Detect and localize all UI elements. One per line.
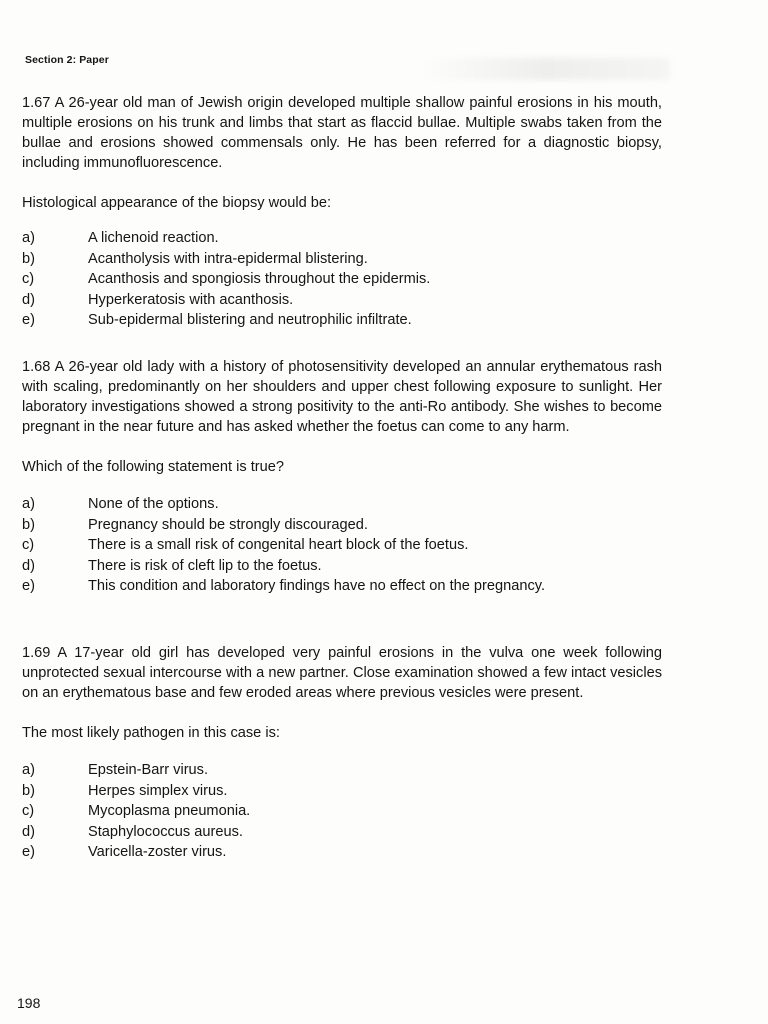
option-e [22,842,662,863]
option-b [22,249,662,270]
option-text: Epstein-Barr virus. [88,762,209,778]
option-text: There is a small risk of congenital heart block of the foetus. [88,537,469,553]
option-label: a) [22,496,35,512]
option-text: Herpes simplex virus. [88,782,228,799]
question-prompt: Histological appearance of the biopsy would be: [22,195,332,211]
option-text: There is risk of cleft lip to the foetus. [88,557,322,574]
option-label: d) [22,557,35,574]
option-b [22,781,662,802]
option-text: A lichenoid reaction. [88,230,219,246]
option-d [22,290,662,311]
option-label: c) [22,271,35,287]
option-label: e) [22,578,35,594]
option-c [22,269,662,290]
option-list [22,494,662,597]
option-label: e) [22,312,35,328]
option-list [22,228,662,331]
option-label: a) [22,230,35,246]
question-stem: 1.68 A 26-year old lady with a history of photosensitivity developed an annular erythematous rash with scaling, predominantly on her shoulders and upper chest following exposure to sunlight. Her laboratory investigations showed a strong positivity to the anti-Ro antibody. She wishes to become pregnant in the near future and has asked whether the foetus can come to any harm. [22,359,662,435]
section-header: Section 2: Paper [25,54,109,66]
option-list [22,760,662,863]
option-label: d) [22,823,35,840]
option-text: Mycoplasma pneumonia. [88,803,251,819]
option-a [22,760,662,781]
option-label: a) [22,762,35,778]
option-text: Pregnancy should be strongly discouraged. [88,516,368,533]
option-label: c) [22,537,35,553]
option-text: Sub-epidermal blistering and neutrophilic infiltrate. [88,312,412,328]
question-1-67 [22,93,662,331]
question-stem: 1.67 A 26-year old man of Jewish origin developed multiple shallow painful erosions in his mouth, multiple erosions on his trunk and limbs that start as flaccid bullae. Multiple swabs taken from the bullae and erosions showed commensals only. He has been referred for a diagnostic biopsy, including immunofluorescence. [22,95,662,171]
option-label: b) [22,516,35,533]
option-c [22,535,662,556]
option-c [22,801,662,822]
question-stem: 1.69 A 17-year old girl has developed very painful erosions in the vulva one week following unprotected sexual intercourse with a new partner. Close examination showed a few intact vesicles on an erythematous base and few eroded areas where previous vesicles were present. [22,645,662,701]
option-d [22,822,662,843]
option-text: Hyperkeratosis with acanthosis. [88,291,294,308]
option-label: b) [22,250,35,267]
option-text: Acanthosis and spongiosis throughout the epidermis. [88,271,431,287]
option-label: c) [22,803,35,819]
option-a [22,228,662,249]
option-e [22,576,662,597]
option-text: Staphylococcus aureus. [88,823,243,840]
option-e [22,310,662,331]
option-text: Acantholysis with intra-epidermal blistering. [88,250,368,267]
question-1-68 [22,357,662,597]
option-text: Varicella-zoster virus. [88,844,227,860]
page-number: 198 [17,995,41,1011]
question-1-69 [22,643,662,863]
question-prompt: Which of the following statement is true? [22,459,285,475]
question-prompt: The most likely pathogen in this case is: [22,725,280,741]
option-label: d) [22,291,35,308]
option-b [22,515,662,536]
bleed-through-shadow [420,58,670,80]
option-label: b) [22,782,35,799]
option-label: e) [22,844,35,860]
option-a [22,494,662,515]
option-d [22,556,662,577]
option-text: This condition and laboratory findings have no effect on the pregnancy. [88,578,546,594]
option-text: None of the options. [88,496,219,512]
